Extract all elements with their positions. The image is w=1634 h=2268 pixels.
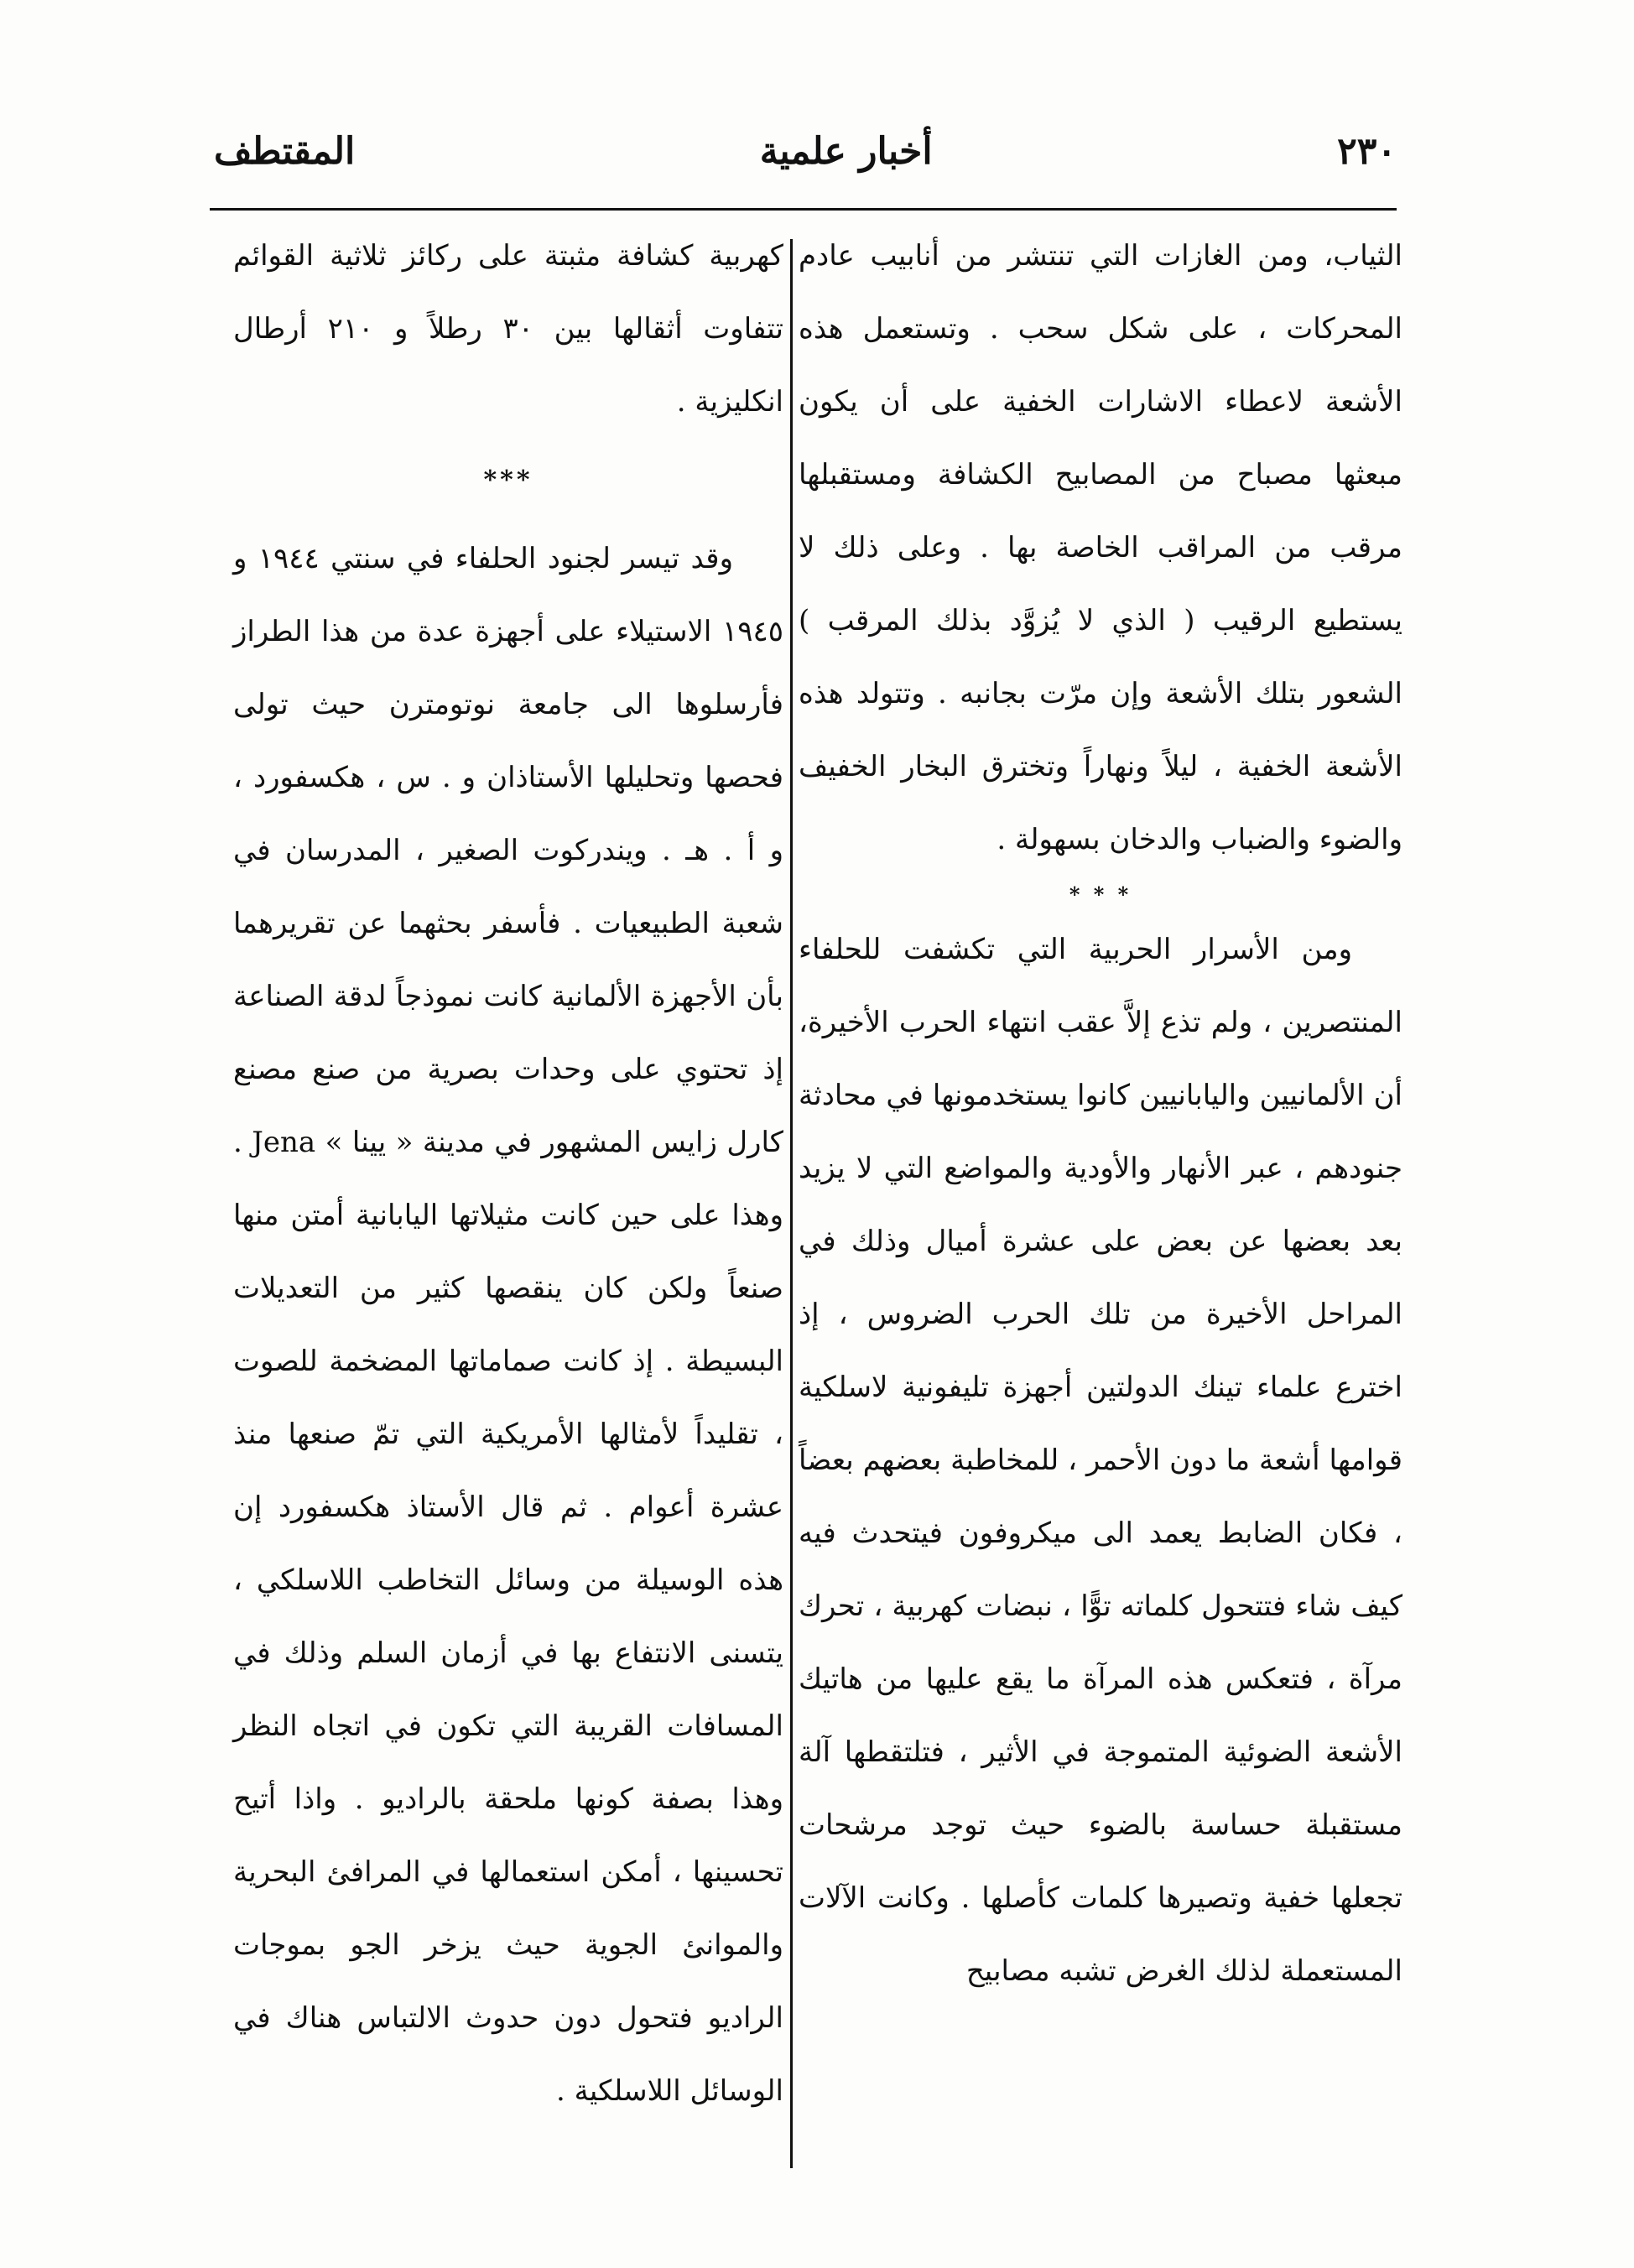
right-column [799, 220, 1402, 2208]
right-paragraph-1: الثياب، ومن الغازات التي تنتشر من أنابيب عادم المحركات ، على شكل سحب . وتستعمل هذه الأشعة لاعطاء الاشارات الخفية على أن يكون مبعثها مصباح من المصابيح الكشافة ومستقبلها مرقب من المراقب الخاصة بها . وعلى ذلك لا يستطيع الرقيب ( الذي لا يُزوَّد بذلك المرقب ) الشعور بتلك الأشعة وإن مرّت بجانبه . وتتولد هذه الأشعة الخفية ، ليلاً ونهاراً وتخترق البخار الخفيف والضوء والضباب والدخان بسهولة . [799, 239, 1402, 856]
right-section-separator: * * * [1069, 882, 1132, 907]
left-paragraph-2: وقد تيسر لجنود الحلفاء في سنتي ١٩٤٤ و ١٩٤٥ الاستيلاء على أجهزة عدة من هذا الطراز فأرسلوها الى جامعة نوتومترن حيث تولى فحصها وتحليلها الأستاذان و . س ، هكسفورد ، و أ . هـ . ويندركوت الصغير ، المدرسان في شعبة الطبيعيات . فأسفر بحثهما عن تقريرهما بأن الأجهزة الألمانية كانت نموذجاً لدقة الصناعة إذ تحتوي على وحدات بصرية من صنع مصنع كارل زايس المشهور في مدينة « يينا » Jena . وهذا على حين كانت مثيلاتها اليابانية أمتن منها صنعاً ولكن كان ينقصها كثير من التعديلات البسيطة . إذ كانت صماماتها المضخمة للصوت ، تقليداً لأمثالها الأمريكية التي تمّ صنعها منذ عشرة أعوام . ثم قال الأستاذ هكسفورد إن هذه الوسيلة من وسائل التخاطب اللاسلكي ، يتسنى الانتفاع بها في أزمان السلم وذلك في المسافات القريبة التي تكون في اتجاه النظر وهذا بصفة كونها ملحقة بالراديو . واذا أتيح تحسينها ، أمكن استعمالها في المرافئ البحرية والموانئ الجوية حيث يزخر الجو بموجات الراديو فتحول دون حدوث الالتباس هناك في الوسائل اللاسلكية . [233, 542, 783, 2108]
section-title: أخبار علمية [759, 129, 933, 173]
journal-name: المقتطف [214, 129, 356, 173]
left-column [233, 220, 783, 2208]
left-paragraph-1: كهربية كشافة مثبتة على ركائز ثلاثية القوائم تتفاوت أثقالها بين ٣٠ رطلاً و ٢١٠ أرطال انكليزية . [233, 239, 784, 419]
page-number: ٢٣٠ [1337, 129, 1397, 173]
header-rule [210, 208, 1397, 211]
left-section-separator: *** [483, 466, 533, 495]
right-paragraph-2: ومن الأسرار الحربية التي تكشفت للحلفاء المنتصرين ، ولم تذع إلاَّ عقب انتهاء الحرب الأخيرة، أن الألمانيين واليابانيين كانوا يستخدمونها في محادثة جنودهم ، عبر الأنهار والأودية والمواضع التي لا يزيد بعد بعضها عن بعض على عشرة أميال وذلك في المراحل الأخيرة من تلك الحرب الضروس ، إذ اخترع علماء تينك الدولتين أجهزة تليفونية لاسلكية قوامها أشعة ما دون الأحمر ، للمخاطبة بعضهم بعضاً ، فكان الضابط يعمد الى ميكروفون فيتحدث فيه كيف شاء فتتحول كلماته توًّا ، نبضات كهربية ، تحرك مرآة ، فتعكس هذه المرآة ما يقع عليها من هاتيك الأشعة الضوئية المتموجة في الأثير ، فتلتقطها آلة مستقبلة حساسة بالضوء حيث توجد مرشحات تجعلها خفية وتصيرها كلمات كأصلها . وكانت الآلات المستعملة لذلك الغرض تشبه مصابيح [799, 933, 1402, 1988]
column-divider [790, 239, 793, 2168]
page-header [214, 117, 1397, 185]
